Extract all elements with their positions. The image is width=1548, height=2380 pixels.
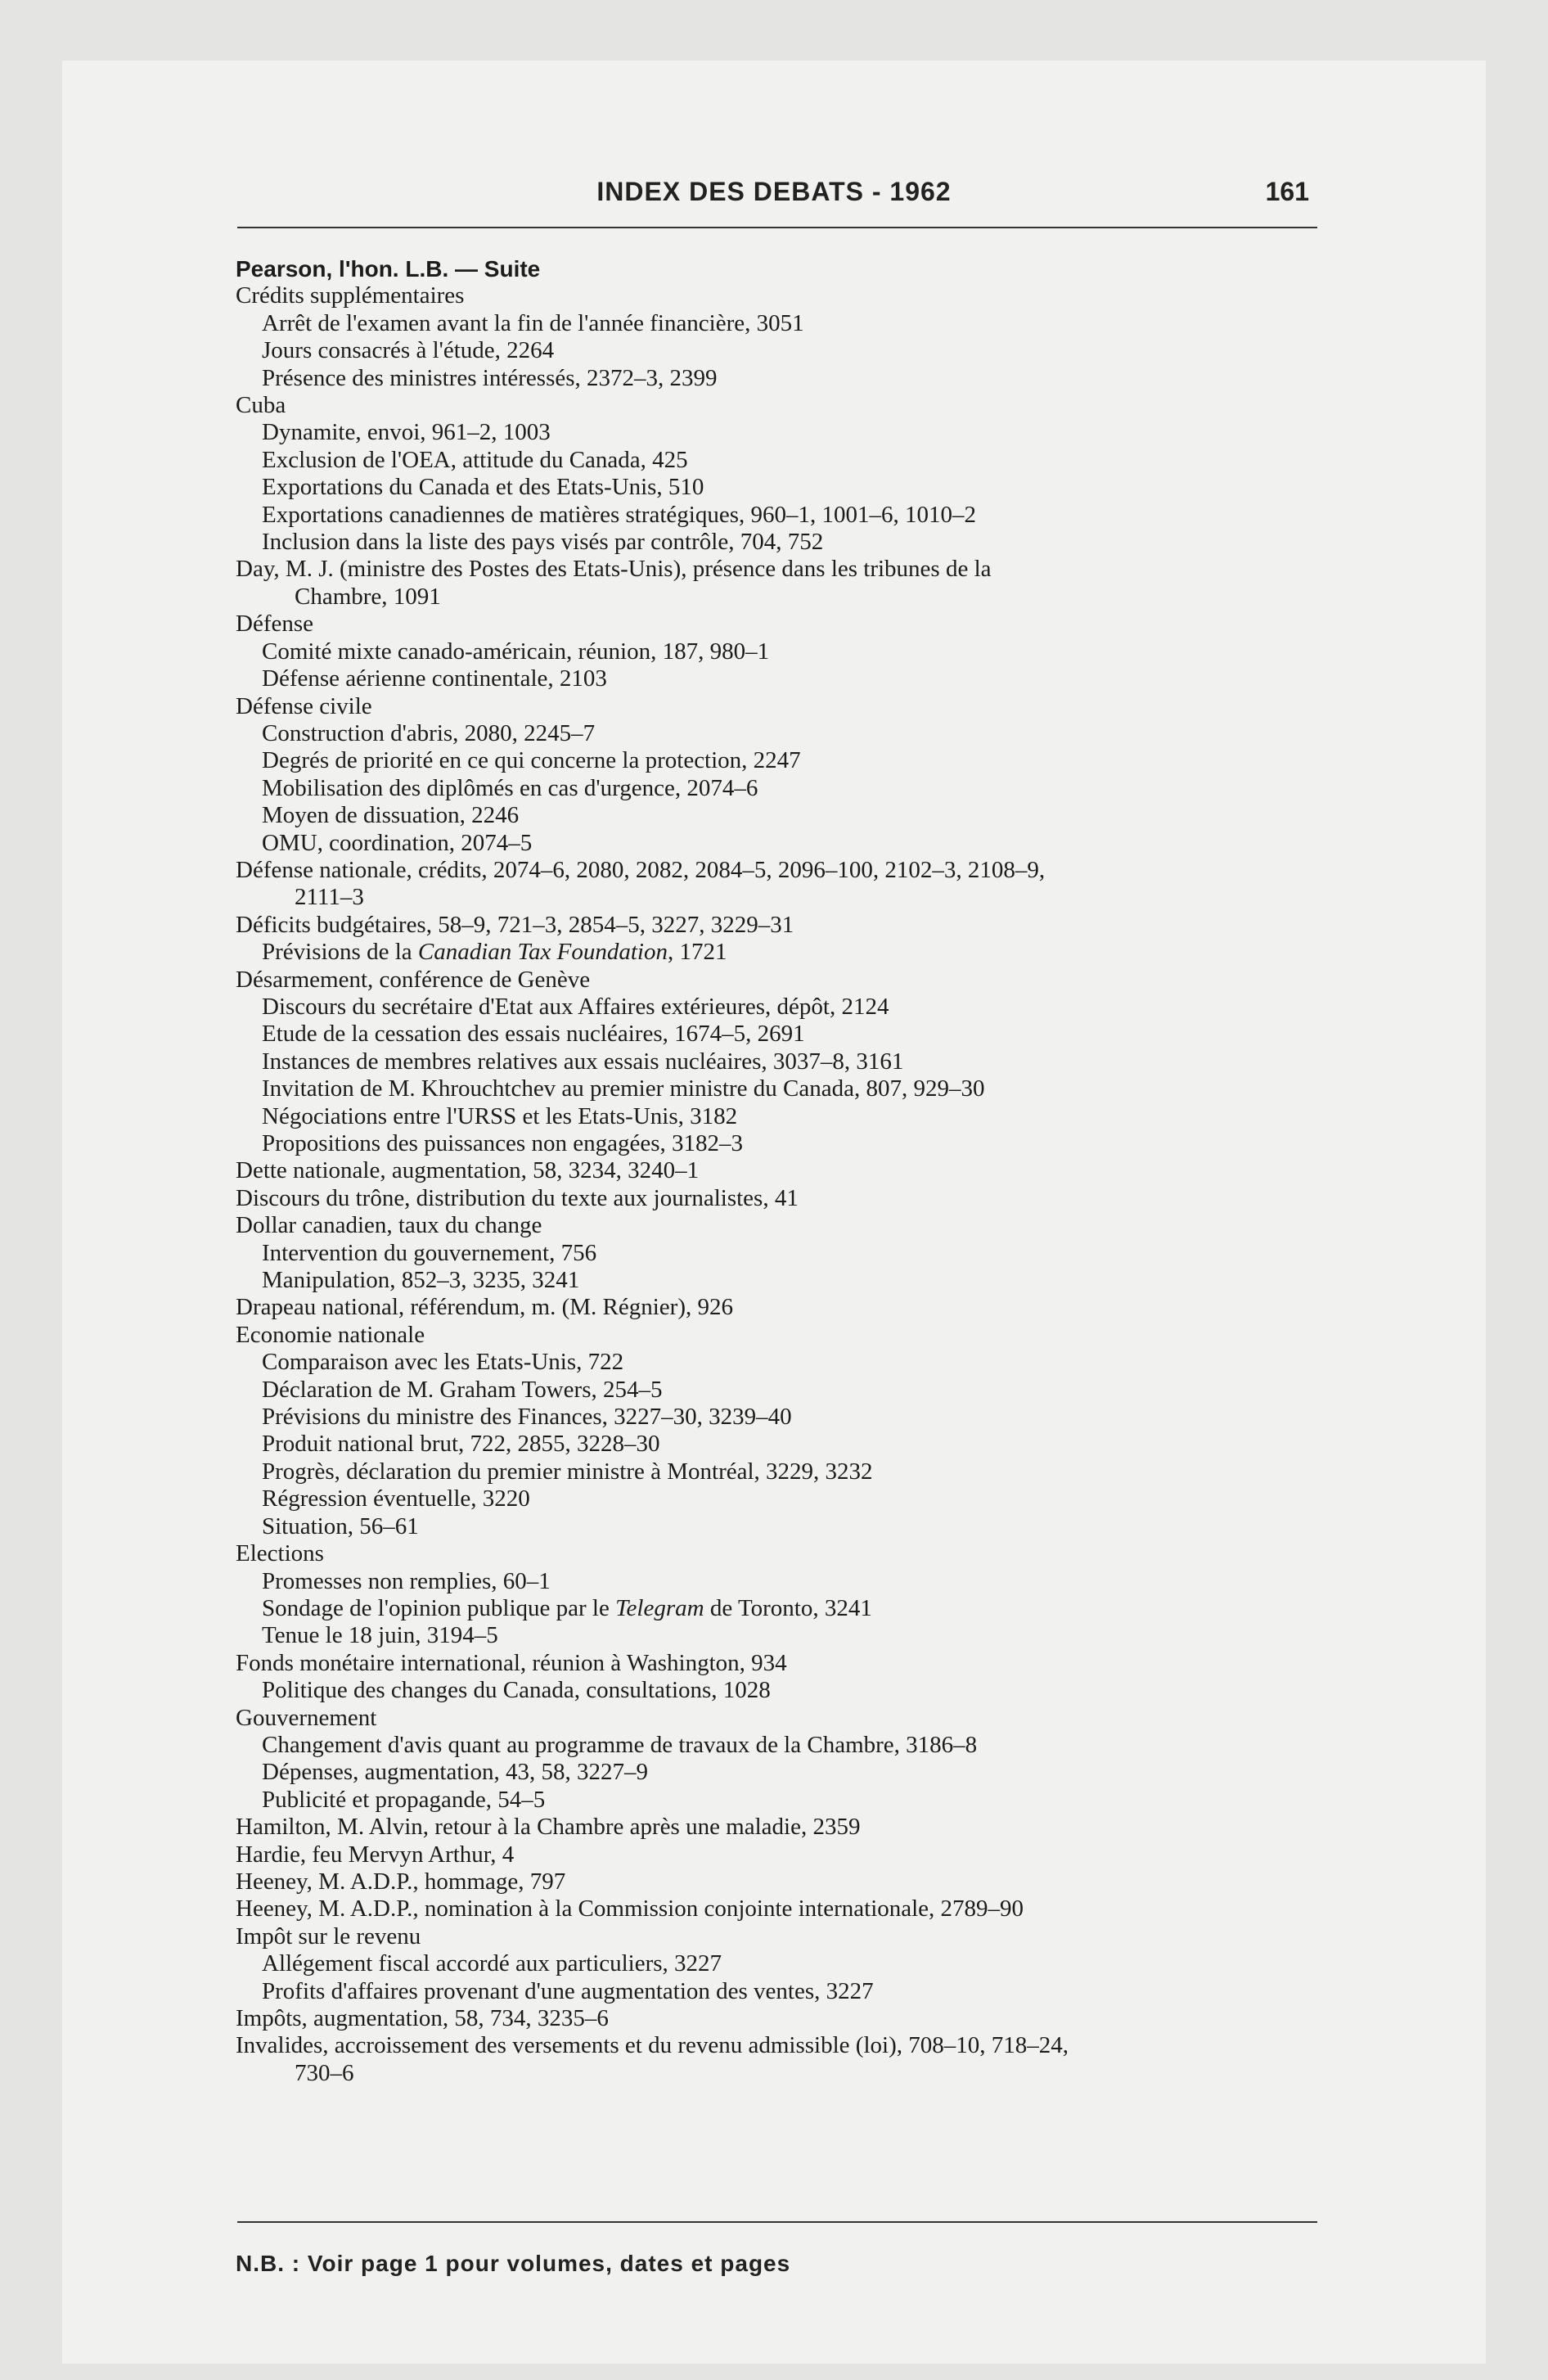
index-subentry: Sondage de l'opinion publique par le Telegram de Toronto, 3241 xyxy=(262,1594,872,1621)
index-entry: Impôt sur le revenu xyxy=(236,1922,421,1950)
index-subentry: Déclaration de M. Graham Towers, 254–5 xyxy=(262,1376,663,1403)
index-entry-continuation: Chambre, 1091 xyxy=(295,583,441,610)
index-entry: Economie nationale xyxy=(236,1321,425,1348)
page-title: INDEX DES DEBATS - 1962 xyxy=(596,177,952,206)
index-entry: Hardie, feu Mervyn Arthur, 4 xyxy=(236,1841,515,1868)
index-subentry: Négociations entre l'URSS et les Etats-Unis, 3182 xyxy=(262,1102,738,1129)
index-subentry: Manipulation, 852–3, 3235, 3241 xyxy=(262,1267,580,1294)
index-entry: Fonds monétaire international, réunion à Washington, 934 xyxy=(236,1649,787,1676)
index-subentry: Exportations du Canada et des Etats-Unis, 510 xyxy=(262,474,704,501)
index-entry: Dette nationale, augmentation, 58, 3234, 3240–1 xyxy=(236,1157,700,1184)
index-subentry: Instances de membres relatives aux essais nucléaires, 3037–8, 3161 xyxy=(262,1048,904,1075)
index-subentry: Défense aérienne continentale, 2103 xyxy=(262,665,607,692)
index-subentry: Jours consacrés à l'étude, 2264 xyxy=(262,337,555,364)
index-subentry: Allégement fiscal accordé aux particuliers, 3227 xyxy=(262,1950,722,1977)
footer-rule xyxy=(237,2221,1317,2223)
header-rule xyxy=(237,227,1317,228)
index-entry: Défense xyxy=(236,611,314,638)
page-header xyxy=(0,177,1548,218)
index-subentry: Construction d'abris, 2080, 2245–7 xyxy=(262,719,596,746)
index-subentry: Etude de la cessation des essais nucléaires, 1674–5, 2691 xyxy=(262,1021,805,1048)
index-subentry: Inclusion dans la liste des pays visés par contrôle, 704, 752 xyxy=(262,529,824,556)
index-subentry: Publicité et propagande, 54–5 xyxy=(262,1786,546,1813)
index-entry-continuation: 2111–3 xyxy=(295,884,364,911)
index-subentry: Comité mixte canado-américain, réunion, 187, 980–1 xyxy=(262,638,770,665)
index-entry: Discours du trône, distribution du texte aux journalistes, 41 xyxy=(236,1184,799,1211)
index-subentry: Exclusion de l'OEA, attitude du Canada, 425 xyxy=(262,446,688,473)
index-entry-continuation: 730–6 xyxy=(295,2059,354,2086)
index-subentry: Prévisions de la Canadian Tax Foundation, 1721 xyxy=(262,939,727,966)
index-entry: Défense civile xyxy=(236,692,372,719)
index-subentry: Mobilisation des diplômés en cas d'urgence, 2074–6 xyxy=(262,774,758,801)
index-entry: Désarmement, conférence de Genève xyxy=(236,966,591,993)
index-subentry: Propositions des puissances non engagées, 3182–3 xyxy=(262,1130,743,1156)
index-entry: Heeney, M. A.D.P., nomination à la Commission conjointe internationale, 2789–90 xyxy=(236,1895,1024,1922)
index-subentry: OMU, coordination, 2074–5 xyxy=(262,829,533,856)
index-subentry: Discours du secrétaire d'Etat aux Affaires extérieures, dépôt, 2124 xyxy=(262,993,889,1020)
index-subentry: Comparaison avec les Etats-Unis, 722 xyxy=(262,1349,624,1376)
index-entry: Elections xyxy=(236,1540,324,1567)
index-subentry: Présence des ministres intéressés, 2372–3, 2399 xyxy=(262,364,718,391)
index-subentry: Progrès, déclaration du premier ministre à Montréal, 3229, 3232 xyxy=(262,1458,873,1485)
index-entry: Invalides, accroissement des versements et du revenu admissible (loi), 708–10, 718–24, xyxy=(236,2032,1069,2059)
index-entry: Hamilton, M. Alvin, retour à la Chambre après une maladie, 2359 xyxy=(236,1814,861,1841)
index-entry: Gouvernement xyxy=(236,1704,377,1731)
index-subentry: Exportations canadiennes de matières stratégiques, 960–1, 1001–6, 1010–2 xyxy=(262,501,977,528)
index-subentry: Changement d'avis quant au programme de travaux de la Chambre, 3186–8 xyxy=(262,1731,978,1758)
index-subentry: Promesses non remplies, 60–1 xyxy=(262,1567,551,1594)
index-subentry: Régression éventuelle, 3220 xyxy=(262,1485,530,1512)
index-entry: Crédits supplémentaires xyxy=(236,282,465,309)
index-subentry: Intervention du gouvernement, 756 xyxy=(262,1239,597,1266)
index-subentry: Dépenses, augmentation, 43, 58, 3227–9 xyxy=(262,1759,648,1786)
index-subentry: Politique des changes du Canada, consultations, 1028 xyxy=(262,1677,771,1704)
index-subentry: Degrés de priorité en ce qui concerne la protection, 2247 xyxy=(262,747,801,774)
index-subentry: Prévisions du ministre des Finances, 3227–30, 3239–40 xyxy=(262,1404,792,1431)
index-subentry: Produit national brut, 722, 2855, 3228–30 xyxy=(262,1431,660,1458)
index-entry: Cuba xyxy=(236,392,286,419)
footer-note: N.B. : Voir page 1 pour volumes, dates et pages xyxy=(236,2251,791,2276)
index-subentry: Situation, 56–61 xyxy=(262,1512,419,1539)
page-number: 161 xyxy=(1265,177,1309,206)
index-subentry: Invitation de M. Khrouchtchev au premier ministre du Canada, 807, 929–30 xyxy=(262,1075,985,1102)
index-subentry: Moyen de dissuation, 2246 xyxy=(262,802,520,829)
index-entry: Drapeau national, référendum, m. (M. Régnier), 926 xyxy=(236,1294,733,1321)
index-subentry: Dynamite, envoi, 961–2, 1003 xyxy=(262,419,551,446)
index-entry: Pearson, l'hon. L.B. — Suite xyxy=(236,256,541,282)
index-subentry: Profits d'affaires provenant d'une augmentation des ventes, 3227 xyxy=(262,1977,874,2004)
index-entries xyxy=(236,255,1324,2087)
index-entry: Heeney, M. A.D.P., hommage, 797 xyxy=(236,1868,566,1895)
index-entry: Déficits budgétaires, 58–9, 721–3, 2854–5, 3227, 3229–31 xyxy=(236,911,794,938)
index-entry: Impôts, augmentation, 58, 734, 3235–6 xyxy=(236,2005,609,2031)
index-entry: Dollar canadien, taux du change xyxy=(236,1212,542,1239)
index-subentry: Arrêt de l'examen avant la fin de l'année financière, 3051 xyxy=(262,309,804,336)
index-entry: Day, M. J. (ministre des Postes des Etats-Unis), présence dans les tribunes de la xyxy=(236,556,992,583)
index-subentry: Tenue le 18 juin, 3194–5 xyxy=(262,1622,498,1649)
index-entry: Défense nationale, crédits, 2074–6, 2080, 2082, 2084–5, 2096–100, 2102–3, 2108–9, xyxy=(236,856,1046,883)
